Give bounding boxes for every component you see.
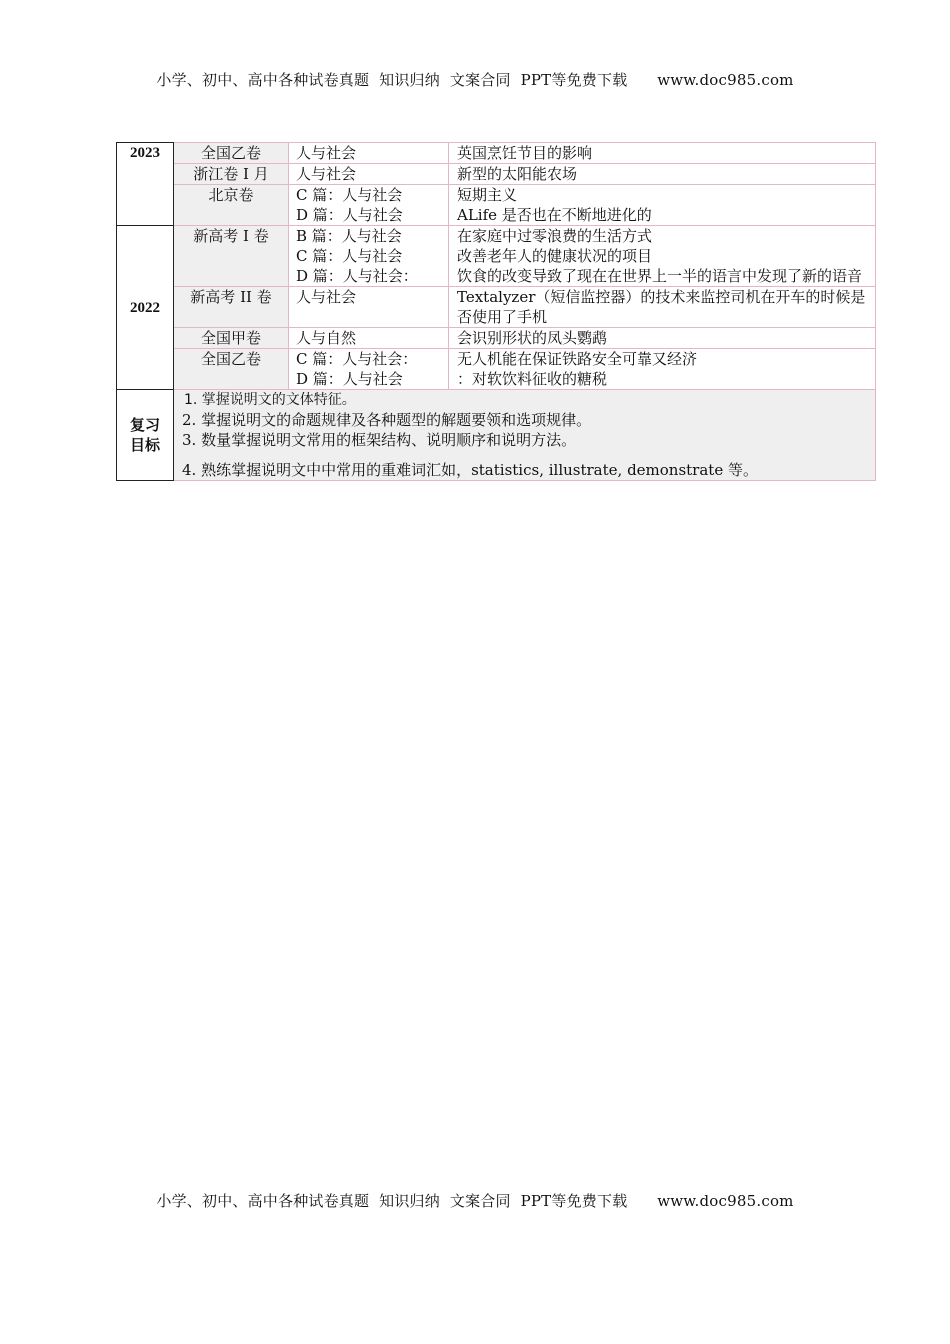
topic-text: 饮食的改变导致了现在在世界上一半的语言中发现了新的语音 (457, 267, 863, 285)
table-row (117, 226, 876, 287)
theme-text: 人与社会 (296, 144, 357, 162)
theme-text: D 篇：人与社会 (296, 206, 403, 224)
topic-text: Textalyzer（短信监控器）的技术来监控司机在开车的时候是否使用了手机 (457, 288, 866, 326)
topic-cell (449, 164, 876, 185)
paper-name: 全国甲卷 (174, 328, 289, 349)
table-row (117, 287, 876, 328)
topic-text: ALife 是否也在不断地进化的 (457, 206, 652, 224)
theme-text: C 篇：人与社会 (296, 247, 403, 265)
review-label-line: 目标 (129, 436, 160, 454)
topic-text: 在家庭中过零浪费的生活方式 (457, 227, 653, 245)
topic-text: 会识别形状的凤头鹦鹉 (457, 329, 608, 347)
paper-name: 全国乙卷 (174, 349, 289, 390)
page-header: 小学、初中、高中各种试卷真题 知识归纳 文案合同 PPT等免费下载 www.doc985.com (156, 71, 794, 89)
topic-text: 无人机能在保证铁路安全可靠又经济 (457, 350, 698, 368)
paper-name: 新高考 II 卷 (174, 287, 289, 328)
table-row (117, 349, 876, 390)
topic-text: ：对软饮料征收的糖税 (457, 370, 608, 388)
topic-text: 短期主义 (457, 186, 518, 204)
theme-cell (289, 287, 449, 328)
paper-name: 全国乙卷 (174, 143, 289, 164)
review-goals-label (117, 390, 174, 481)
theme-text: C 篇：人与社会： (296, 350, 418, 368)
theme-text: B 篇：人与社会 (296, 227, 402, 245)
theme-cell (289, 226, 449, 287)
review-goal-item: 1. 掌握说明文的文体特征。 (184, 392, 356, 408)
year-cell-2023: 2023 (117, 143, 174, 226)
theme-text: 人与社会 (296, 288, 357, 306)
topic-cell (449, 226, 876, 287)
topic-text: 改善老年人的健康状况的项目 (457, 247, 653, 265)
topic-text: 英国烹饪节目的影响 (457, 144, 593, 162)
review-goals-list (174, 390, 876, 481)
table-row (117, 328, 876, 349)
page-footer: 小学、初中、高中各种试卷真题 知识归纳 文案合同 PPT等免费下载 www.doc985.com (156, 1192, 794, 1210)
review-goal-item: 4. 熟练掌握说明文中中常用的重难词汇如，statistics, illustrate, demonstrate 等。 (182, 461, 758, 479)
table-row (117, 164, 876, 185)
paper-name: 浙江卷 I 月 (174, 164, 289, 185)
review-goal-item: 2. 掌握说明文的命题规律及各种题型的解题要领和选项规律。 (182, 411, 592, 429)
topic-cell (449, 185, 876, 226)
theme-cell (289, 328, 449, 349)
theme-text: D 篇：人与社会： (296, 267, 418, 285)
exam-overview-table (116, 142, 876, 481)
topic-cell (449, 287, 876, 328)
paper-name: 北京卷 (174, 185, 289, 226)
review-goal-item: 3. 数量掌握说明文常用的框架结构、说明顺序和说明方法。 (182, 431, 577, 449)
theme-cell (289, 349, 449, 390)
theme-cell (289, 143, 449, 164)
table-row (117, 185, 876, 226)
topic-cell (449, 349, 876, 390)
table-row (117, 143, 876, 164)
theme-text: C 篇：人与社会 (296, 186, 403, 204)
theme-text: D 篇：人与社会 (296, 370, 403, 388)
topic-cell (449, 328, 876, 349)
topic-text: 新型的太阳能农场 (457, 165, 578, 183)
theme-cell (289, 185, 449, 226)
theme-cell (289, 164, 449, 185)
paper-name: 新高考 I 卷 (174, 226, 289, 287)
review-label-line: 复习 (129, 416, 160, 434)
topic-cell (449, 143, 876, 164)
theme-text: 人与自然 (296, 329, 357, 347)
review-goals-row (117, 390, 876, 481)
theme-text: 人与社会 (296, 165, 357, 183)
year-cell-2022: 2022 (117, 226, 174, 390)
